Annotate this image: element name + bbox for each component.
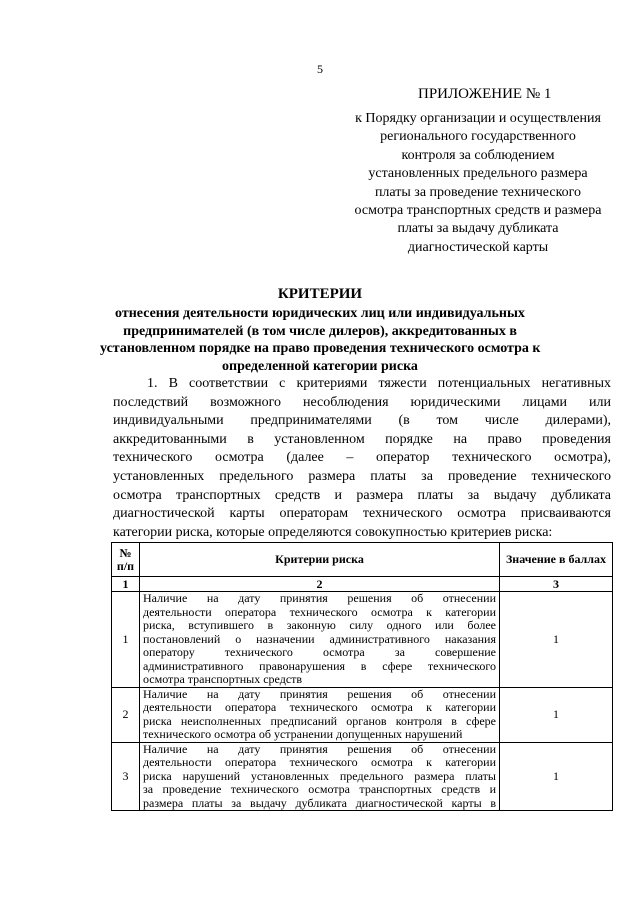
criteria-subtitle — [100, 305, 540, 375]
criteria-line: Наличие на дату принятия решения об отнесении — [143, 686, 496, 701]
criteria-line: деятельности оператора технического осмотра к категории — [143, 604, 496, 619]
appendix-line: к Порядку организации и осуществления — [355, 111, 601, 126]
criteria-line: Наличие на дату принятия решения об отнесении — [143, 741, 496, 756]
subtitle-line: определенной категории риска — [222, 358, 418, 374]
appendix-line: установленных предельного размера — [368, 166, 588, 182]
intro-line: 1. В соответствии с критериями тяжести потенциальных негативных — [147, 376, 611, 391]
intro-line: индивидуальными предпринимателями (в том числе дилерами), — [113, 413, 611, 429]
header-criteria: Критерии риска — [140, 543, 500, 577]
appendix-line: регионального государственного — [380, 129, 576, 145]
row-score: 1 — [500, 687, 613, 742]
row-number: 1 — [112, 592, 140, 688]
criteria-line: размера платы за выдачу дубликата диагностической карты в — [143, 795, 496, 810]
criteria-line: риска нарушений установленных предельного размера платы — [143, 768, 496, 783]
risk-criteria-table — [111, 542, 613, 811]
header-num: № п/п — [112, 543, 140, 577]
row-score: 1 — [500, 742, 613, 811]
criteria-line: Наличие на дату принятия решения об отнесении — [143, 591, 496, 605]
row-criteria-text — [140, 687, 500, 742]
intro-line: осмотра транспортных средств и размера платы за выдачу дубликата — [113, 487, 611, 503]
appendix-line: контроля за соблюдением — [401, 147, 555, 163]
column-number: 1 — [112, 577, 140, 592]
intro-paragraph — [113, 375, 611, 542]
subtitle-line: отнесения деятельности юридических лиц или индивидуальных — [115, 306, 525, 321]
appendix-reference — [328, 110, 628, 257]
criteria-line: деятельности оператора технического осмотра к категории — [143, 755, 496, 769]
criteria-line: постановлений о назначении административного наказания — [143, 631, 496, 646]
row-score: 1 — [500, 592, 613, 688]
intro-line: категории риска, которые определяются совокупностью критериев риска: — [113, 524, 553, 540]
criteria-line: оператору технического осмотра за совершение — [143, 645, 496, 659]
criteria-line: административного правонарушения в сфере технического — [143, 658, 496, 673]
column-number: 3 — [500, 577, 613, 592]
table-row — [112, 687, 613, 742]
criteria-title: КРИТЕРИИ — [277, 286, 363, 302]
row-number: 3 — [112, 742, 140, 811]
criteria-line: риска, вступившего в законную силу одного или более — [143, 618, 496, 632]
column-number-row — [112, 577, 613, 592]
page-number: 5 — [317, 62, 323, 76]
table-row — [112, 592, 613, 688]
header-value: Значение в баллах — [500, 543, 613, 577]
appendix-line: осмотра транспортных средств и размера — [354, 203, 602, 219]
appendix-line: платы за выдачу дубликата — [397, 221, 559, 237]
criteria-line: деятельности оператора технического осмотра к категории — [143, 700, 496, 714]
row-criteria-text — [140, 742, 500, 811]
table-header-row — [112, 543, 613, 577]
intro-line: установленных предельного размера платы за проведение технического — [113, 468, 611, 484]
column-number: 2 — [140, 577, 500, 592]
appendix-line: платы за проведение технического — [374, 184, 582, 200]
appendix-line: диагностической карты — [407, 239, 549, 255]
intro-line: технического осмотра (далее – оператор технического осмотра), — [113, 450, 611, 466]
appendix-title: ПРИЛОЖЕНИЕ № 1 — [418, 86, 552, 102]
intro-line: последствий возможного несоблюдения юридическими лицами или — [113, 394, 611, 410]
criteria-line: за проведение технического осмотра транспортных средств и — [143, 782, 496, 796]
criteria-line: риска неисполненных предписаний органов контроля в сфере — [143, 713, 496, 728]
row-number: 2 — [112, 687, 140, 742]
intro-line: аккредитованными в установленном порядке на право проведения — [113, 431, 611, 447]
subtitle-line: установленном порядке на право проведения технического осмотра к — [100, 341, 541, 356]
subtitle-line: предпринимателей (в том числе дилеров), аккредитованных в — [123, 323, 517, 339]
intro-line: диагностической карты операторам технического осмотра присваиваются — [113, 506, 611, 522]
criteria-line: технического осмотра об устранении допущенных нарушений — [143, 727, 463, 741]
row-criteria-text — [140, 592, 500, 688]
table-row — [112, 742, 613, 811]
criteria-line: осмотра транспортных средств — [143, 672, 303, 686]
